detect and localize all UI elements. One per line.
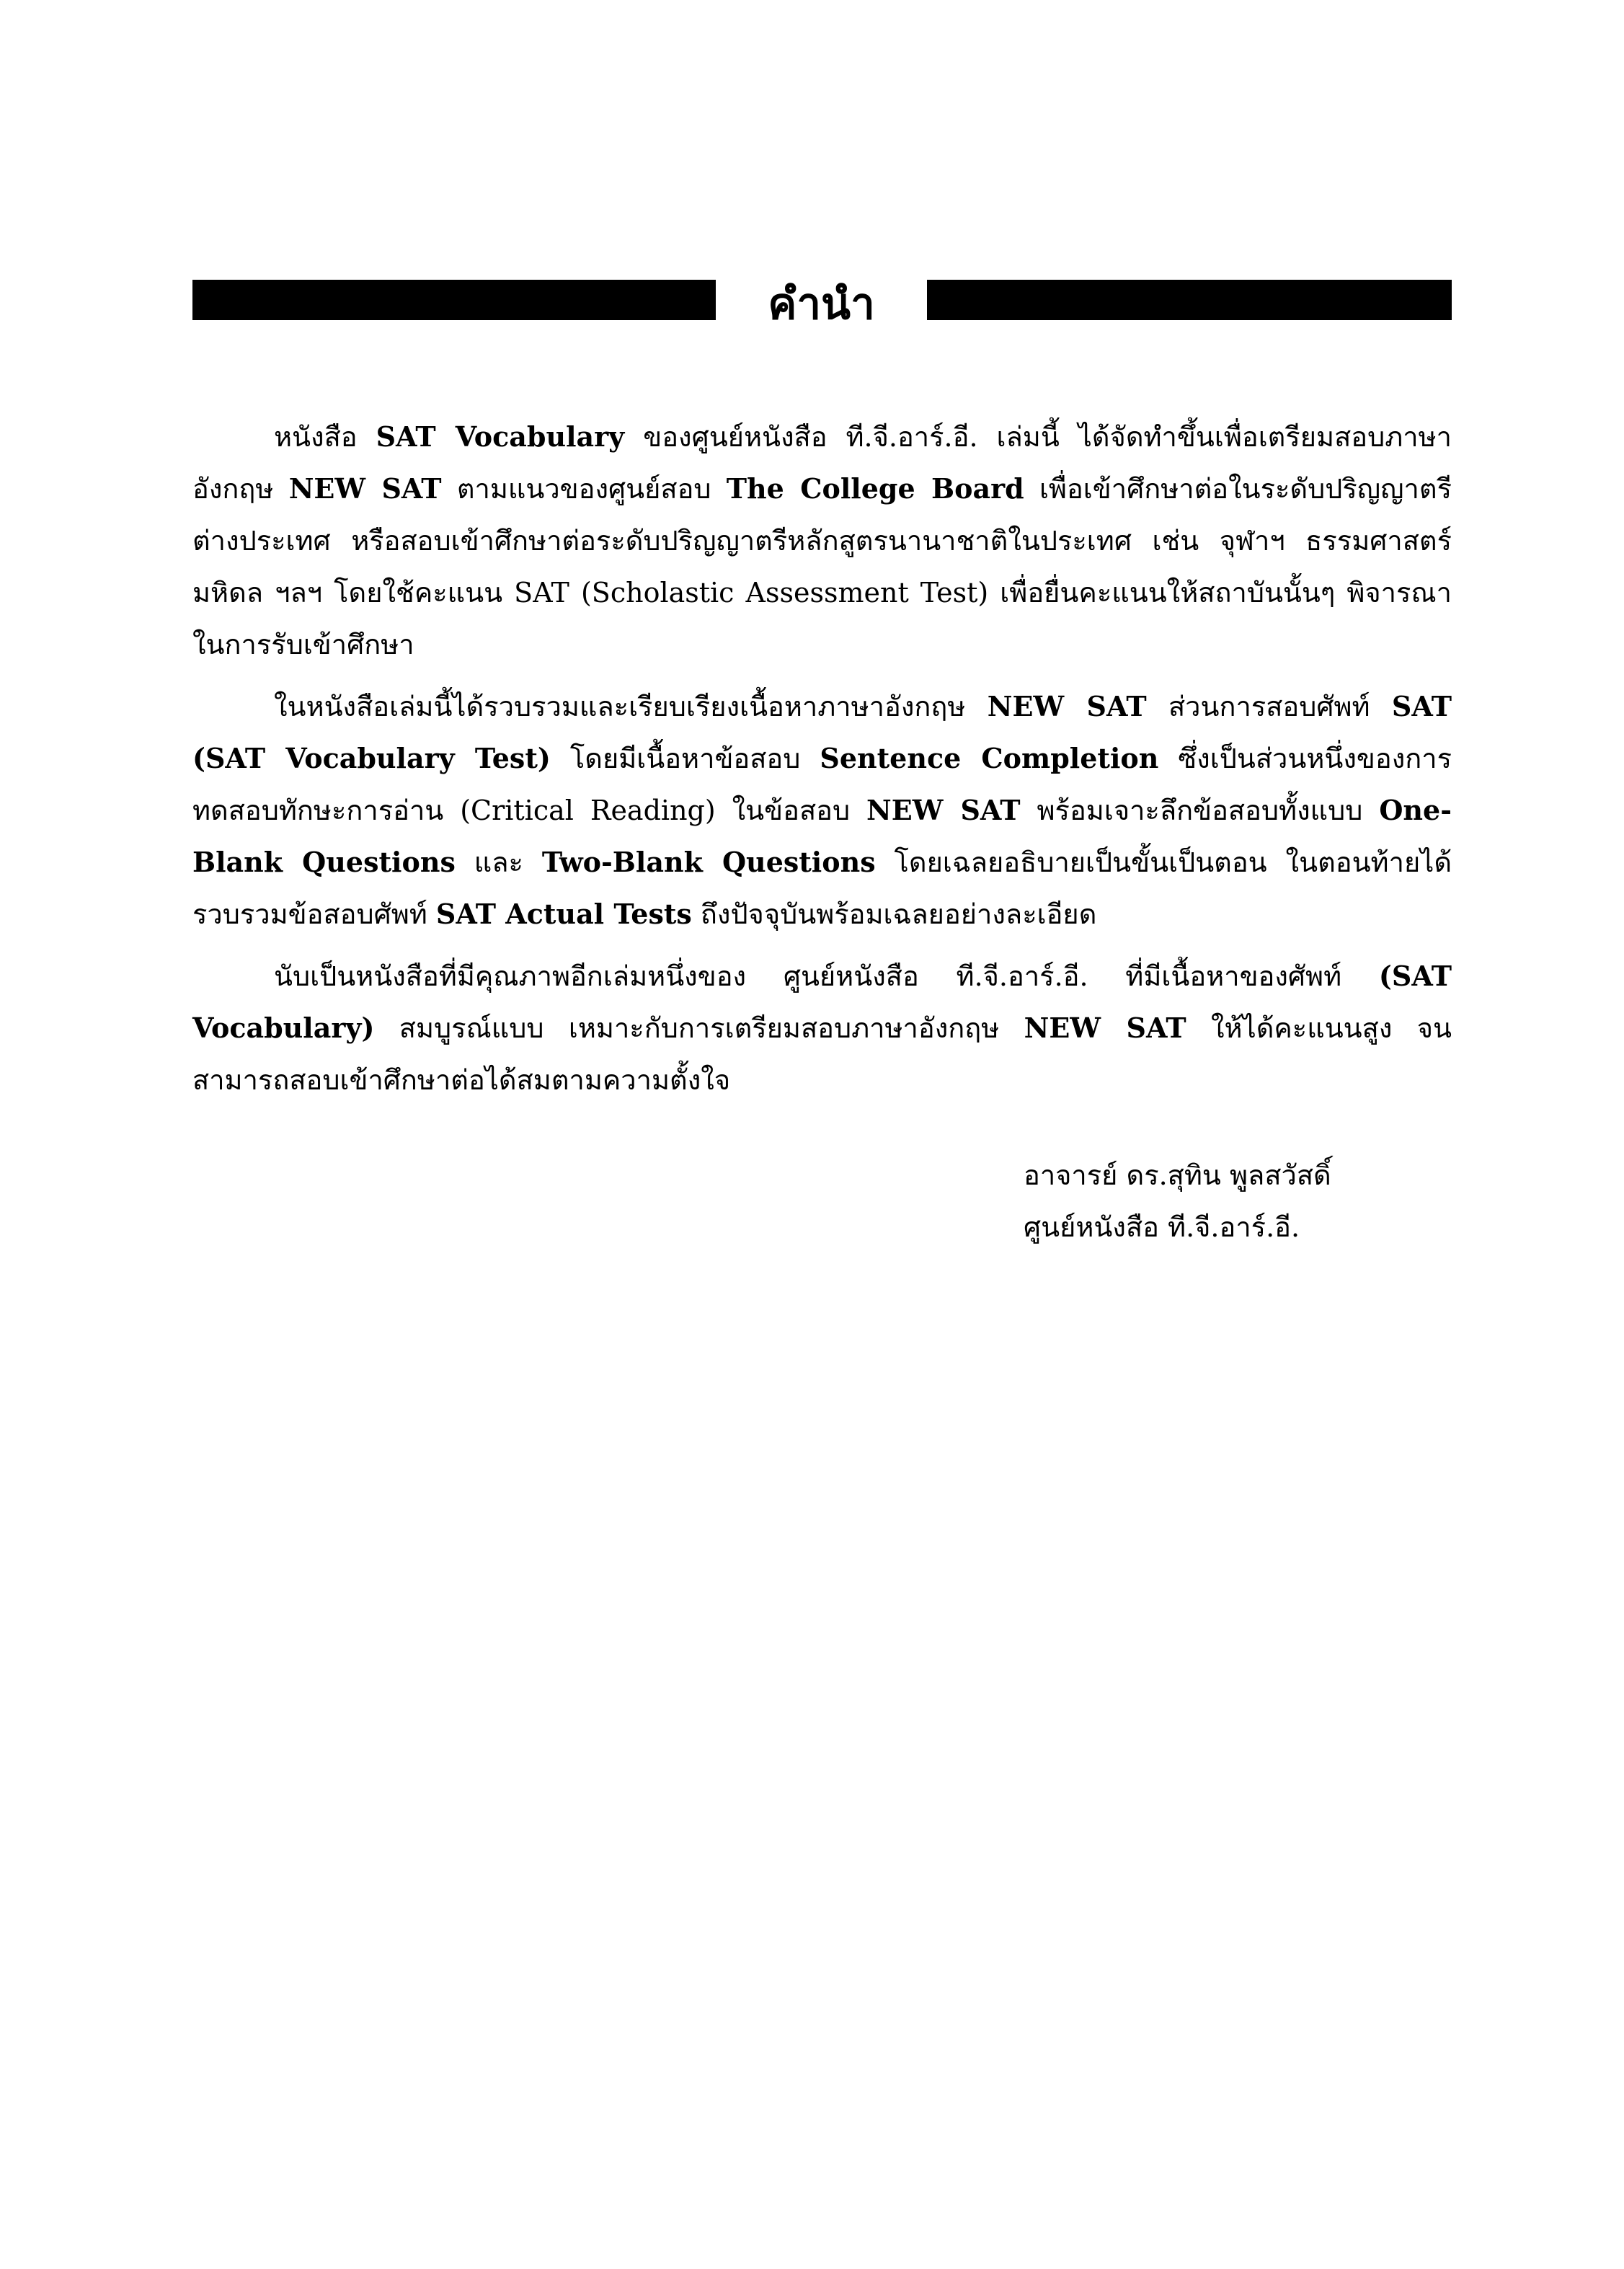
text-run: สมบูรณ์แบบ เหมาะกับการเตรียมสอบภาษาอังกฤษ	[374, 1012, 1024, 1044]
bold-text-run: SAT Actual Tests	[435, 898, 692, 930]
signature-organization: ศูนย์หนังสือ ที.จี.อาร์.อี.	[1024, 1211, 1300, 1243]
text-run: นับเป็นหนังสือที่มีคุณภาพอีกเล่มหนึ่งของ ศูนย์หนังสือ ที.จี.อาร์.อี. ที่มีเนื้อหาของศัพท์	[274, 960, 1379, 992]
text-run: ถึงปัจจุบันพร้อมเฉลยอย่างละเอียด	[691, 898, 1097, 930]
signature-block	[1024, 1149, 1331, 1253]
signature-name: อาจารย์ ดร.สุทิน พูลสวัสดิ์	[1024, 1159, 1331, 1191]
text-run: ส่วนการสอบศัพท์	[1146, 691, 1392, 722]
text-run: โดยมีเนื้อหาข้อสอบ	[550, 743, 820, 774]
page-title: คำนำ	[768, 279, 875, 329]
bold-text-run: (SAT Vocabulary)	[192, 960, 1452, 1044]
bold-text-run: The College Board	[726, 472, 1024, 505]
bold-text-run: NEW SAT	[866, 794, 1021, 826]
paragraph	[192, 681, 1452, 940]
text-run: และ	[455, 846, 542, 878]
bold-text-run: Two-Blank Questions	[541, 846, 876, 878]
text-run: พร้อมเจาะลึกข้อสอบทั้งแบบ	[1020, 795, 1380, 826]
text-run: เพื่อเข้าศึกษาต่อในระดับปริญญาตรีต่างประเทศ หรือสอบเข้าศึกษาต่อระดับปริญญาตรีหลักสูตรนานาชาติในประเทศ เช่น จุฬาฯ ธรรมศาสตร์ มหิดล ฯลฯ โดยใช้คะแนน SAT (Scholastic Assessment Test) เพื่อยื่นคะแนนให้สถาบันนั้นๆ พิจารณาในการรับเข้าศึกษา	[192, 473, 1452, 660]
text-run: ซึ่งเป็นส่วนหนึ่งของการทดสอบทักษะการอ่าน (Critical Reading) ในข้อสอบ	[192, 743, 1452, 826]
bold-text-run: SAT (SAT Vocabulary Test)	[192, 690, 1452, 774]
bold-text-run: NEW SAT	[1024, 1012, 1186, 1044]
bold-text-run: NEW SAT	[987, 690, 1147, 722]
bold-text-run: Sentence Completion	[820, 742, 1159, 774]
body-text	[192, 411, 1452, 1116]
bold-text-run: SAT Vocabulary	[376, 420, 625, 453]
text-run: ของศูนย์หนังสือ ที.จี.อาร์.อี. เล่มนี้ ได้จัดทำขึ้นเพื่อเตรียมสอบภาษาอังกฤษ	[192, 421, 1452, 505]
heading-bar-left	[192, 280, 716, 320]
paragraph	[192, 411, 1452, 671]
text-run: ตามแนวของศูนย์สอบ	[441, 473, 727, 505]
text-run: โดยเฉลยอธิบายเป็นขั้นเป็นตอน ในตอนท้ายได้รวบรวมข้อสอบศัพท์	[192, 846, 1452, 930]
heading-row	[192, 268, 1452, 340]
text-run: ในหนังสือเล่มนี้ได้รวบรวมและเรียบเรียงเนื้อหาภาษาอังกฤษ	[274, 691, 988, 722]
bold-text-run: One-Blank Questions	[192, 794, 1452, 878]
text-run: ให้ได้คะแนนสูง จนสามารถสอบเข้าศึกษาต่อได้สมตามความตั้งใจ	[192, 1012, 1452, 1096]
bold-text-run: NEW SAT	[288, 472, 442, 505]
text-run: หนังสือ	[274, 421, 376, 453]
heading-bar-right	[927, 280, 1452, 320]
paragraph	[192, 950, 1452, 1106]
